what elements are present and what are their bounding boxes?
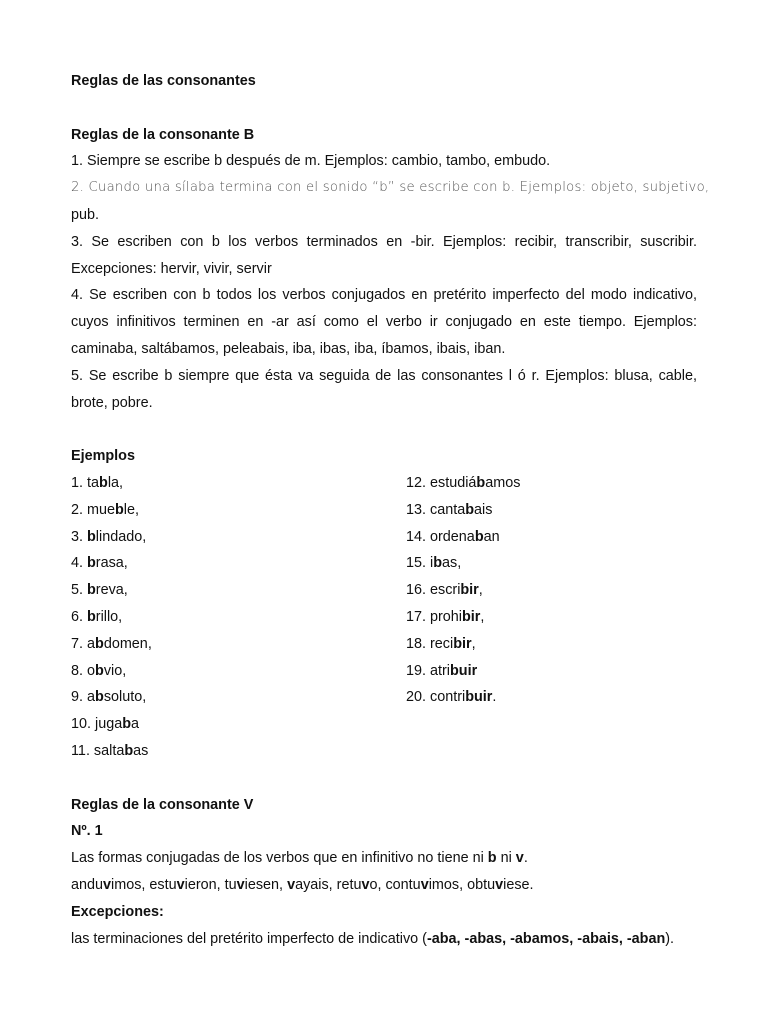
v-examples-line <box>71 872 697 899</box>
example-item: 10. jugaba <box>71 716 140 733</box>
spacer <box>71 765 697 792</box>
example-item: 12. estudiábamos <box>406 474 521 491</box>
b-rule-4-line-2: cuyos infinitivos terminen en -ar así como el verbo ir conjugado en este tiempo. Ejemplos: <box>71 314 697 331</box>
examples-columns <box>71 470 697 765</box>
b-rule-4-line-1: 4. Se escriben con b todos los verbos conjugados en pretérito imperfecto del modo indicativo, <box>71 287 697 304</box>
b-rule-5-line-2: brote, pobre. <box>71 394 153 411</box>
b-rule-2-line-1: 2. Cuando una sílaba termina con el sonido “b” se escribe con b. Ejemplos: objeto, subjetivo, <box>71 180 710 196</box>
highlight-letter: v <box>361 876 370 893</box>
b-rule-2-line-2: pub. <box>71 206 100 223</box>
example-item: 8. obvio, <box>71 662 127 679</box>
text-segment: ayais, retu <box>295 876 362 893</box>
b-rule-4-line-3: caminaba, saltábamos, peleabais, iba, ibas, iba, íbamos, ibais, iban. <box>71 340 506 357</box>
highlight-letter: v <box>103 876 112 893</box>
document-title: Reglas de las consonantes <box>71 73 256 89</box>
text-segment: imos, estu <box>111 876 177 893</box>
example-item: 17. prohibir, <box>406 608 485 625</box>
b-rule-5-line-1: 5. Se escribe b siempre que ésta va seguida de las consonantes l ó r. Ejemplos: blusa, cable, <box>71 367 697 384</box>
spacer <box>71 416 697 443</box>
exceptions-text: las terminaciones del pretérito imperfecto de indicativo (-aba, -abas, -abamos, -abais, -aban). <box>71 930 675 947</box>
highlight-letter: v <box>287 876 296 893</box>
examples-heading: Ejemplos <box>71 448 135 465</box>
exceptions-label: Excepciones: <box>71 903 164 920</box>
text-segment: imos, obtu <box>428 876 496 893</box>
v-rule-number: Nº. 1 <box>71 823 103 840</box>
examples-right-column <box>406 470 520 711</box>
example-item: 20. contribuir. <box>406 689 497 706</box>
example-item: 16. escribir, <box>406 582 483 599</box>
document-page <box>71 68 710 952</box>
highlight-letter: v <box>420 876 429 893</box>
example-item: 6. brillo, <box>71 608 123 625</box>
text-segment: iese. <box>503 876 534 893</box>
example-item: 14. ordenaban <box>406 528 500 545</box>
example-item: 1. tabla, <box>71 474 124 491</box>
v-section-heading: Reglas de la consonante V <box>71 796 254 813</box>
example-item: 2. mueble, <box>71 501 139 518</box>
example-item: 3. blindado, <box>71 528 147 545</box>
b-rule-3-line-2: Excepciones: hervir, vivir, servir <box>71 260 272 277</box>
example-item: 7. abdomen, <box>71 635 152 652</box>
highlight-letter: v <box>495 876 504 893</box>
spacer <box>71 95 697 122</box>
example-item: 19. atribuir <box>406 662 478 679</box>
v-rule-text: Las formas conjugadas de los verbos que en infinitivo no tiene ni b ni v. <box>71 850 528 867</box>
text-segment: o, contu <box>369 876 421 893</box>
example-item: 9. absoluto, <box>71 689 147 706</box>
example-item: 11. saltabas <box>71 742 149 759</box>
b-rule-3-line-1: 3. Se escriben con b los verbos terminados en -bir. Ejemplos: recibir, transcribir, suscribir. <box>71 233 697 250</box>
text-segment: ieron, tu <box>184 876 237 893</box>
examples-left-column <box>71 470 152 765</box>
text-segment: andu <box>71 876 104 893</box>
highlight-letter: v <box>236 876 245 893</box>
example-item: 5. breva, <box>71 582 128 599</box>
highlight-letter: v <box>176 876 185 893</box>
example-item: 15. ibas, <box>406 555 462 572</box>
example-item: 4. brasa, <box>71 555 128 572</box>
example-item: 18. recibir, <box>406 635 476 652</box>
text-segment: iesen, <box>244 876 288 893</box>
example-item: 13. cantabais <box>406 501 493 518</box>
b-rule-1: 1. Siempre se escribe b después de m. Ejemplos: cambio, tambo, embudo. <box>71 153 551 170</box>
b-section-heading: Reglas de la consonante B <box>71 126 255 143</box>
